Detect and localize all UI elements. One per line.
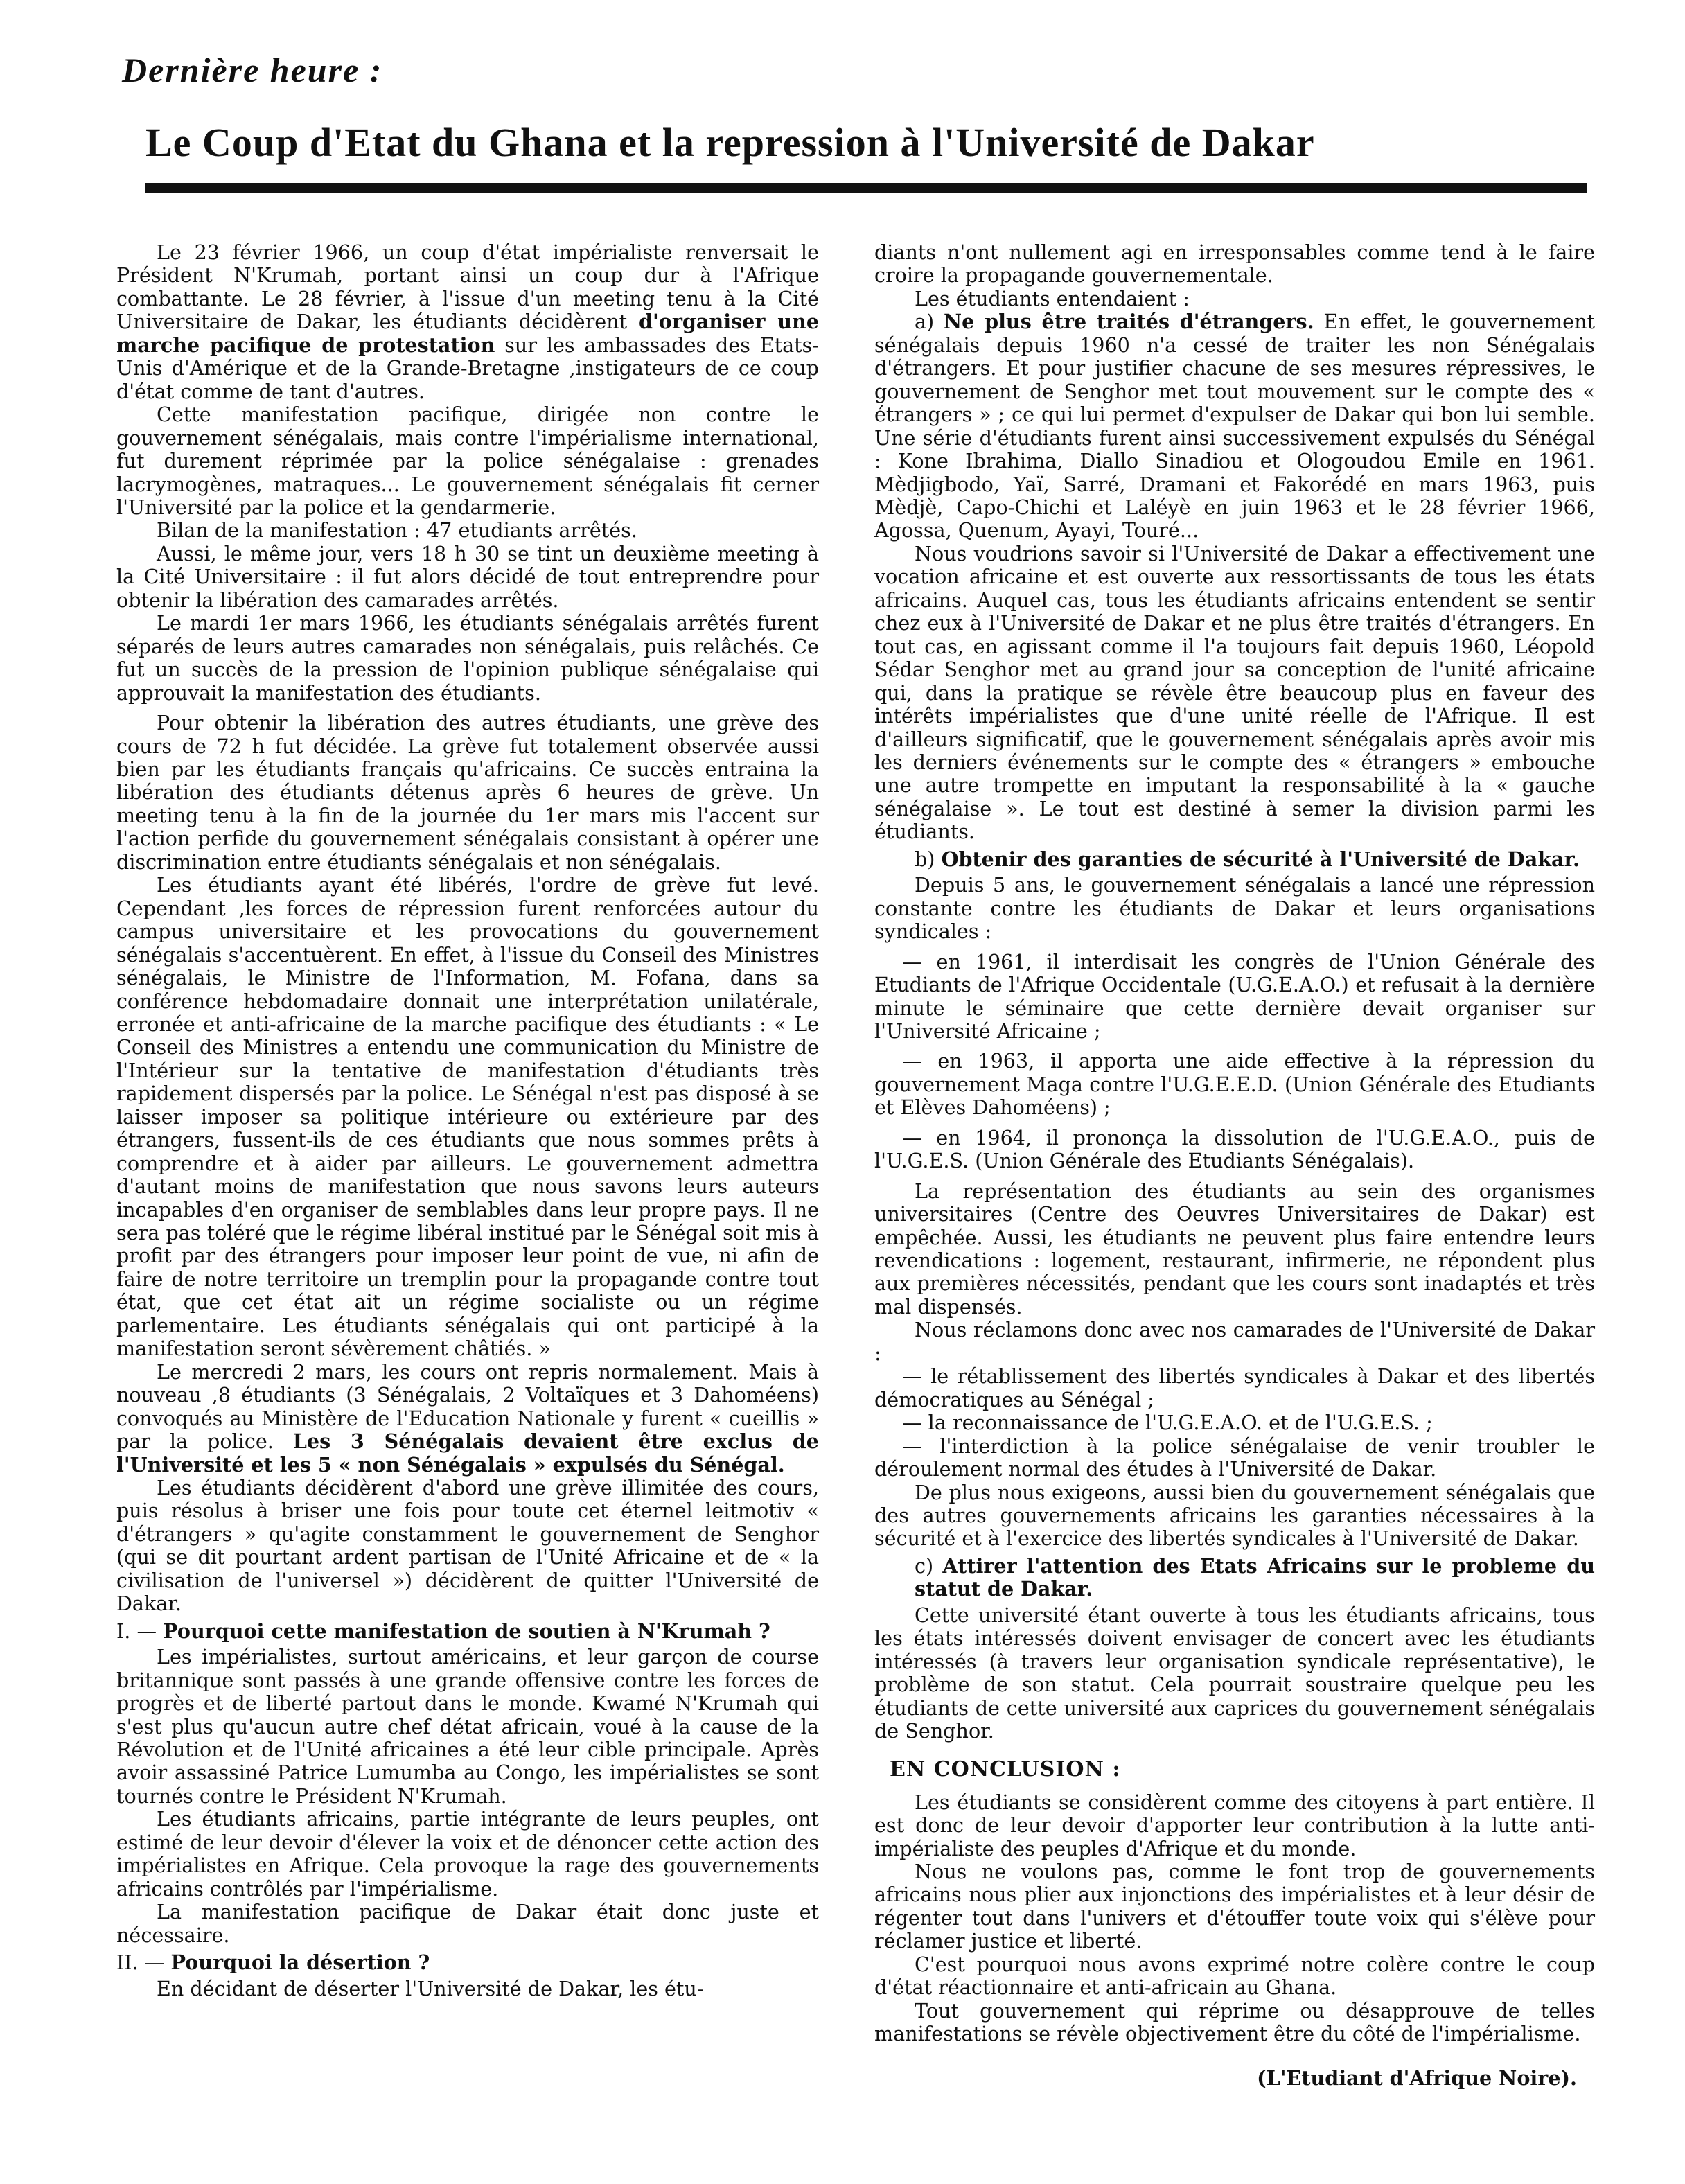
paragraph: Les impérialistes, surtout américains, et leur garçon de course britannique sont passés à une grande offensive contre les forces de progrès et de liberté partout dans le monde. Kwamé N'Krumah qui s'est plus qu'aucun autre chef détat africain, voué à la cause de la Révolution et de l'Unité africaines a été leur cible principale. Après avoir assassiné Patrice Lumumba au Congo, les impérialistes se sont tournés contre le Président N'Krumah. bbox=[116, 1645, 819, 1808]
paragraph: Le mercredi 2 mars, les cours ont repris normalement. Mais à nouveau ,8 étudiants (3 Sénégalais, 2 Voltaïques et 3 Dahoméens) convoqués au Ministère de l'Education Nationale y furent « cueillis » par la police. Les 3 Sénégalais devaient être exclus de l'Université et les 5 « non Sénégalais » expulsés du Sénégal. bbox=[116, 1359, 819, 1477]
paragraph: Nous ne voulons pas, comme le font trop de gouvernements africains nous plier aux injonctions des impérialistes et à leur désir de régenter tout dans l'univers et d'étouffer toute voix qui s'élève pour réclamer justice et liberté. bbox=[874, 1860, 1595, 1953]
section-heading-2: II. — Pourquoi la désertion ? bbox=[116, 1950, 430, 1975]
paragraph: Le 23 février 1966, un coup d'état impérialiste renversait le Président N'Krumah, portant ainsi un coup dur à l'Afrique combattante. Le 28 février, à l'issue d'un meeting tenu à la Cité Universitaire de Dakar, les étudiants décidèrent d'organiser une marche pacifique de protestation sur les ambassades des Etats-Unis d'Amérique et de la Grande-Bretagne ,instigateurs de ce coup d'état comme de tant d'autres. bbox=[116, 240, 820, 403]
headline: Le Coup d'Etat du Ghana et la repression à l'Université de Dakar bbox=[145, 120, 1315, 165]
paragraph: De plus nous exigeons, aussi bien du gouvernement sénégalais que des autres gouvernements africains les garanties nécessaires à la sécurité et à l'exercice des libertés syndicales à l'Université de Dakar. bbox=[874, 1480, 1595, 1551]
list-item: — en 1963, il apporta une aide effective à la répression du gouvernement Maga contre l'U.G.E.E.D. (Union Générale des Etudiants et Elèves Dahoméens) ; bbox=[874, 1049, 1595, 1120]
paragraph: Les étudiants ayant été libérés, l'ordre de grève fut levé. Cependant ,les forces de répression furent renforcées autour du campus universitaire et les provocations du gouvernement sénégalais s'accentuèrent. En effet, à l'issue du Conseil des Ministres sénégalais, le Ministre de l'Information, M. Fofana, dans sa conférence hebdomadaire donnait une interprétation unilatérale, erronée et anti-africaine de la marche pacifique des étudiants : « Le Conseil des Ministres a entendu une communication du Ministre de l'Intérieur sur la tentative de manifestation d'étudiants très rapidement dispersés par la police. Le Sénégal n'est pas disposé à se laisser imposer sa politique intérieure ou extérieure par des étrangers, fussent-ils de ces étudiants que nous sommes prêts à comprendre et à aider par ailleurs. Le gouvernement admettra d'autant moins de manifestation que nous savons leurs auteurs incapables d'en organiser de semblables dans leur propre pays. Il ne sera pas toléré que le régime libéral institué par le Sénégal soit mis à profit par des étrangers pour imposer leur point de vue, ni afin de faire de notre territoire un tremplin pour la propagande contre tout état, que cet état ait un régime socialiste ou un régime parlementaire. Les étudiants sénégalais qui ont participé à la manifestation seront sévèrement châtiés. » bbox=[116, 873, 819, 1361]
paragraph: Tout gouvernement qui réprime ou désapprouve de telles manifestations se révèle objectivement être du côté de l'impérialisme. bbox=[874, 1998, 1595, 2046]
section-heading-1: I. — Pourquoi cette manifestation de soutien à N'Krumah ? bbox=[116, 1619, 770, 1643]
paragraph: Depuis 5 ans, le gouvernement sénégalais a lancé une répression constante contre les étudiants de Dakar et leurs organisations syndicales : bbox=[874, 873, 1595, 944]
list-item: — l'interdiction à la police sénégalaise de venir troubler le déroulement normal des études à l'Université de Dakar. bbox=[874, 1434, 1595, 1481]
conclusion-heading: EN CONCLUSION : bbox=[890, 1756, 1121, 1781]
paragraph: Cette manifestation pacifique, dirigée non contre le gouvernement sénégalais, mais contre l'impérialisme international, fut durement réprimée par la police sénégalaise : grenades lacrymogènes, matraques... Le gouvernement sénégalais fit cerner l'Université par la police et la gendarmerie. bbox=[116, 403, 819, 519]
list-item: — en 1964, il prononça la dissolution de l'U.G.E.A.O., puis de l'U.G.E.S. (Union Générale des Etudiants Sénégalais). bbox=[874, 1125, 1595, 1173]
paragraph: Cette université étant ouverte à tous les étudiants africains, tous les états intéressés doivent envisager de concert avec les étudiants intéressés (à travers leur organisation syndicale représentative), le problème de son statut. Cela pourrait soustraire quelque peu les étudiants de cette université aux caprices du gouvernement sénégalais de Senghor. bbox=[874, 1603, 1595, 1743]
right-column bbox=[874, 241, 1595, 2090]
list-item: — en 1961, il interdisait les congrès de l'Union Générale des Etudiants de l'Afrique Occidentale (U.G.E.A.O.) et refusait à la dernière minute le séminaire que cette dernière devait organiser sur l'Université Africaine ; bbox=[874, 949, 1595, 1043]
paragraph: C'est pourquoi nous avons exprimé notre colère contre le coup d'état réactionnaire et anti-africain au Ghana. bbox=[874, 1952, 1595, 2000]
subsection-heading-b: b) Obtenir des garanties de sécurité à l'Université de Dakar. bbox=[915, 847, 1580, 871]
paragraph: La manifestation pacifique de Dakar était donc juste et nécessaire. bbox=[116, 1900, 819, 1947]
paragraph: Les étudiants entendaient : bbox=[915, 286, 1190, 310]
headline-rule bbox=[145, 183, 1587, 193]
list-item: — la reconnaissance de l'U.G.E.A.O. et de l'U.G.E.S. ; bbox=[902, 1411, 1433, 1435]
paragraph: En décidant de déserter l'Université de Dakar, les étu- bbox=[157, 1976, 704, 2000]
paragraph: Aussi, le même jour, vers 18 h 30 se tint un deuxième meeting à la Cité Universitaire : il fut alors décidé de tout entreprendre pour obtenir la libération des camarades arrêtés. bbox=[116, 541, 819, 612]
kicker: Dernière heure : bbox=[122, 51, 383, 89]
paragraph: Nous voudrions savoir si l'Université de Dakar a effectivement une vocation africaine et est ouverte aux ressortissants de tous les états africains. Auquel cas, tous les étudiants africains entendent se sentir chez eux à l'Université de Dakar et ne plus être traités d'étrangers. En tout cas, en agissant comme il l'a toujours fait depuis 1960, Léopold Sédar Senghor met au grand jour sa conception de l'unité africaine qui, dans la pratique se révèle être beaucoup plus en faveur des intérêts impérialistes que d'une unité réelle de l'Afrique. Il est d'ailleurs significatif, que le gouvernement sénégalais après avoir mis les derniers événements sur le compte des « étrangers » embouche une autre trompette en imputant la responsabilité à la « gauche sénégalaise ». Le tout est destiné à semer la division parmi les étudiants. bbox=[874, 541, 1595, 844]
signature: (L'Etudiant d'Afrique Noire). bbox=[1257, 2066, 1577, 2090]
subsection-heading-c: c) Attirer l'attention des Etats Africains sur le probleme du statut de Dakar. bbox=[915, 1553, 1595, 1601]
paragraph: Pour obtenir la libération des autres étudiants, une grève des cours de 72 h fut décidée. La grève fut totalement observée aussi bien par les étudiants français qu'africains. Ce succès entraina la libération des étudiants détenus après 6 heures de grève. Un meeting tenu à la fin de la journée du 1er mars mis l'accent sur l'action perfide du gouvernement sénégalais consistant à opérer une discrimination entre étudiants sénégalais et non sénégalais. bbox=[116, 711, 819, 874]
paragraph: Les étudiants se considèrent comme des citoyens à part entière. Il est donc de leur devoir d'apporter leur contribution à la lutte anti-impérialiste des peuples d'Afrique et du monde. bbox=[874, 1790, 1595, 1860]
left-column bbox=[116, 241, 819, 2000]
list-item: — le rétablissement des libertés syndicales à Dakar et des libertés démocratiques au Sénégal ; bbox=[874, 1364, 1595, 1411]
paragraph: a) Ne plus être traités d'étrangers. En effet, le gouvernement sénégalais depuis 1960 n'a cessé de traiter les non Sénégalais d'étrangers. Et pour justifier chacune de ses mesures répressives, le gouvernement de Senghor met tout mouvement sur le compte des « étrangers » ; ce qui lui permet d'expulser de Dakar qui bon lui semble. Une série d'étudiants furent ainsi successivement expulsés du Sénégal : Kone Ibrahima, Diallo Sinadiou et Ologoudou Emile en 1961. Mèdjigbodo, Yaï, Sarré, Dramani et Fakorédé en mars 1963, puis Mèdjè, Capo-Chichi et Laléyè en juin 1963 et le 28 février 1966, Agossa, Quenum, Ayayi, Touré... bbox=[874, 310, 1595, 543]
paragraph: Le mardi 1er mars 1966, les étudiants sénégalais arrêtés furent séparés de leurs autres camarades non sénégalais, puis relâchés. Ce fut un succès de la pression de l'opinion publique sénégalaise qui approuvait la manifestation des étudiants. bbox=[116, 611, 819, 705]
paragraph: La représentation des étudiants au sein des organismes universitaires (Centre des Oeuvres Universitaires de Dakar) est empêchée. Aussi, les étudiants ne peuvent plus faire entendre leurs revendications : logement, restaurant, infirmerie, ne répondent plus aux premières nécessités, pendant que les cours sont inadaptés et très mal dispensés. bbox=[874, 1179, 1595, 1319]
paragraph: Nous réclamons donc avec nos camarades de l'Université de Dakar : bbox=[874, 1318, 1595, 1365]
paragraph: diants n'ont nullement agi en irresponsables comme tend à le faire croire la propagande gouvernementale. bbox=[874, 240, 1595, 288]
paragraph: Les étudiants africains, partie intégrante de leurs peuples, ont estimé de leur devoir d'élever la voix et de dénoncer cette action des impérialistes en Afrique. Cela provoque la rage des gouvernements africains contrôlés par l'impérialisme. bbox=[116, 1807, 819, 1901]
paragraph: Les étudiants décidèrent d'abord une grève illimitée des cours, puis résolus à briser une fois pour toute cet éternel leitmotiv « d'étrangers » qu'agite constamment le gouvernement de Senghor (qui se dit pourtant ardent partisan de l'Unité Africaine et de « la civilisation de l'universel ») décidèrent de quitter l'Université de Dakar. bbox=[116, 1476, 819, 1616]
paragraph: Bilan de la manifestation : 47 etudiants arrêtés. bbox=[157, 518, 637, 543]
